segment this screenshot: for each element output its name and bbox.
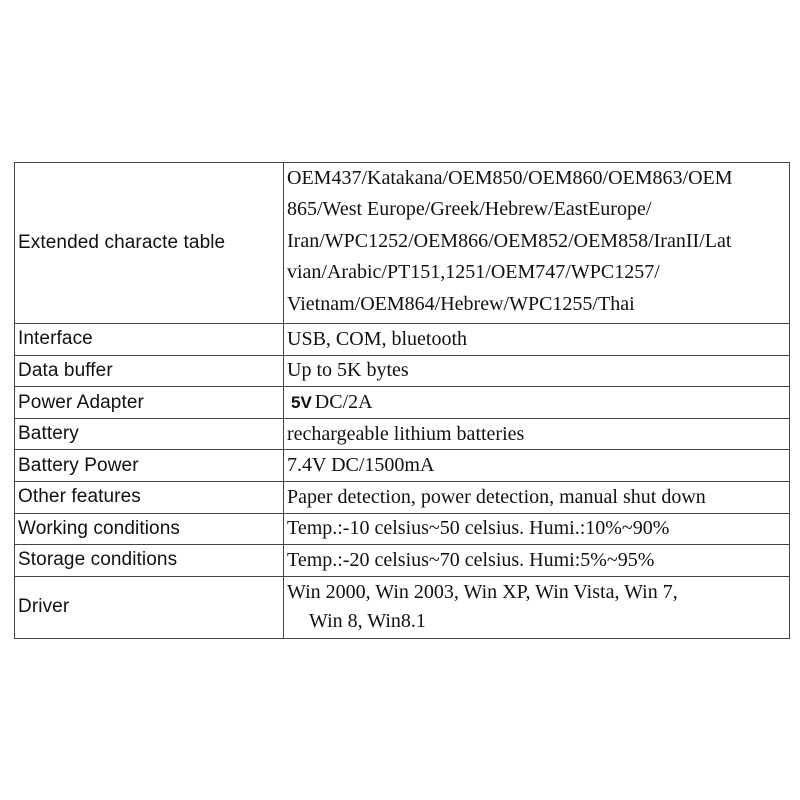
table-row (15, 324, 790, 356)
row-value: Temp.:-10 celsius~50 celsius. Humi.:10%~90% (284, 513, 790, 545)
value-line: Iran/WPC1252/OEM866/OEM852/OEM858/IranII/Lat (287, 229, 732, 252)
row-label: Data buffer (15, 355, 284, 387)
row-value: Temp.:-20 celsius~70 celsius. Humi:5%~95% (284, 545, 790, 577)
table-row (15, 513, 790, 545)
value-line: 865/West Europe/Greek/Hebrew/EastEurope/ (287, 198, 652, 221)
table-row (15, 163, 790, 324)
value-line: vian/Arabic/PT151,1251/OEM747/WPC1257/ (287, 261, 660, 284)
row-value: Up to 5K bytes (284, 355, 790, 387)
row-label: Battery Power (15, 450, 284, 482)
row-label: Storage conditions (15, 545, 284, 577)
row-value: Paper detection, power detection, manual shut down (284, 482, 790, 514)
row-value (284, 387, 790, 419)
row-label: Working conditions (15, 513, 284, 545)
value-line: OEM437/Katakana/OEM850/OEM860/OEM863/OEM (287, 167, 733, 189)
value-line: Win 8, Win8.1 (309, 610, 426, 633)
row-label: Power Adapter (15, 387, 284, 419)
table-row (15, 418, 790, 450)
spec-table (14, 162, 790, 639)
table-row (15, 450, 790, 482)
value-line: Vietnam/OEM864/Hebrew/WPC1255/Thai (287, 292, 635, 315)
row-value: rechargeable lithium batteries (284, 418, 790, 450)
row-value: 7.4V DC/1500mA (284, 450, 790, 482)
voltage-value: 5V (291, 393, 312, 413)
row-label: Driver (15, 576, 284, 638)
row-value: USB, COM, bluetooth (284, 324, 790, 356)
table-row (15, 545, 790, 577)
table-row (15, 387, 790, 419)
row-label: Interface (15, 324, 284, 356)
row-label: Battery (15, 418, 284, 450)
current-value: DC/2A (314, 391, 373, 414)
row-value (284, 576, 790, 638)
row-value (284, 163, 790, 324)
table-row (15, 576, 790, 638)
table-row (15, 482, 790, 514)
row-label: Other features (15, 482, 284, 514)
value-line: Win 2000, Win 2003, Win XP, Win Vista, Win 7, (287, 581, 678, 604)
table-row (15, 355, 790, 387)
row-label: Extended characte table (15, 163, 284, 324)
